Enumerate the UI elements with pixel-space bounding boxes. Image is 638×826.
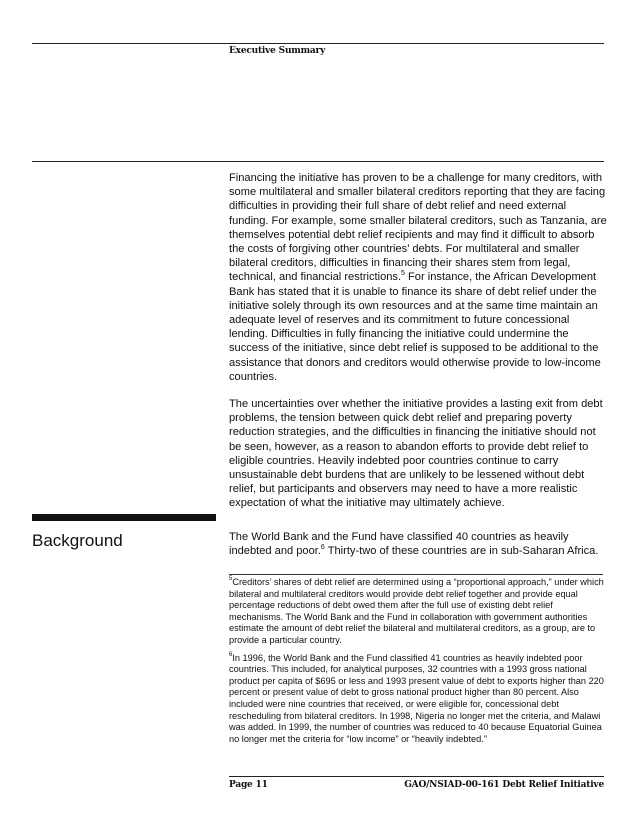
footnote-text: In 1996, the World Bank and the Fund classified 41 countries as heavily indebted poor countries. This included, for analytical purposes, 32 countries with a 1993 gross national product per capita of $695 or less and 1993 present value of debt to exports higher than 220 percent or present value of debt to gross national product higher than 80 percent. Also included were nine countries that received, or were eligible for, concessional debt rescheduling from bilateral creditors. In 1998, Nigeria no longer met the criteria, and Malawi was added. In 1999, the number of countries was reduced to 40 because Equatorial Guinea no longer met the criteria for “low income” or “heavily indebted.” xyxy=(229,652,604,744)
header-top-rule xyxy=(32,43,604,44)
footnote-marker: 5 xyxy=(229,575,233,582)
paragraph-text: Thirty-two of these countries are in sub-Saharan Africa. xyxy=(324,545,599,558)
footnote-text: Creditors’ shares of debt relief are determined using a “proportional approach,” under which bilateral and multilateral creditors would provide debt relief together and provide equal percentage reductions of debt owed them after the full use of existing debt relief mechanisms. The World Bank and the Fund in collaboration with government authorities estimate the amount of debt relief the bilateral and multilateral creditors, as a group, are to provide a particular country. xyxy=(229,577,604,645)
footer-report-title: GAO/NSIAD-00-161 Debt Relief Initiative xyxy=(404,780,604,790)
footnotes xyxy=(229,577,607,751)
footnote-ref-6[interactable]: 6 xyxy=(320,543,325,551)
footnote-marker: 6 xyxy=(229,651,233,658)
section-heading-bar xyxy=(32,514,216,521)
paragraph-financing xyxy=(229,171,607,384)
section-heading-background: Background xyxy=(32,531,123,550)
paragraph-text: For instance, the African Development Bank has stated that it is unable to finance its share of debt relief under the initiative solely through its own resources and at the same time maintain an adequate level of reserves and its commitment to future concessional lending. Difficulties in fully financing the initiative could undermine the success of the initiative, since debt relief is supposed to be additional to the assistance that donors and creditors would otherwise provide to low-income countries. xyxy=(229,271,601,383)
paragraph-background xyxy=(229,530,607,558)
footnote-5 xyxy=(229,577,607,647)
footer-rule xyxy=(229,776,604,777)
footnote-6 xyxy=(229,653,607,746)
footer-page-number: Page 11 xyxy=(229,780,268,790)
footnote-rule xyxy=(229,574,603,575)
paragraph-text: The World Bank and the Fund have classified 40 countries as heavily indebted and poor. xyxy=(229,531,569,558)
main-body xyxy=(229,171,607,524)
page-header-title: Executive Summary xyxy=(229,46,326,56)
paragraph-uncertainties: The uncertainties over whether the initiative provides a lasting exit from debt problems, the tension between quick debt relief and preparing poverty reduction strategies, and the difficulties in financing the initiative should not be seen, however, as a reason to abandon efforts to provide debt relief to eligible countries. Heavily indebted poor countries continue to carry unsustainable debt burdens that are unlikely to be lessened without debt relief, but participants and observers may need to have a more realistic expectation of what the initiative may ultimately achieve. xyxy=(229,398,603,510)
section-divider-rule xyxy=(32,161,604,162)
paragraph-text: Financing the initiative has proven to be a challenge for many creditors, with some multilateral and smaller bilateral creditors reporting that they are facing difficulties in providing their full share of debt relief and need external funding. For example, some smaller bilateral creditors, such as Tanzania, are themselves potential debt relief recipients and may find it difficult to absorb the costs of forgiving other countries’ debts. For multilateral and smaller bilateral creditors, difficulties in financing their shares stem from legal, technical, and financial restrictions. xyxy=(229,172,607,284)
background-body xyxy=(229,530,607,571)
footnote-ref-5[interactable]: 5 xyxy=(401,269,405,277)
